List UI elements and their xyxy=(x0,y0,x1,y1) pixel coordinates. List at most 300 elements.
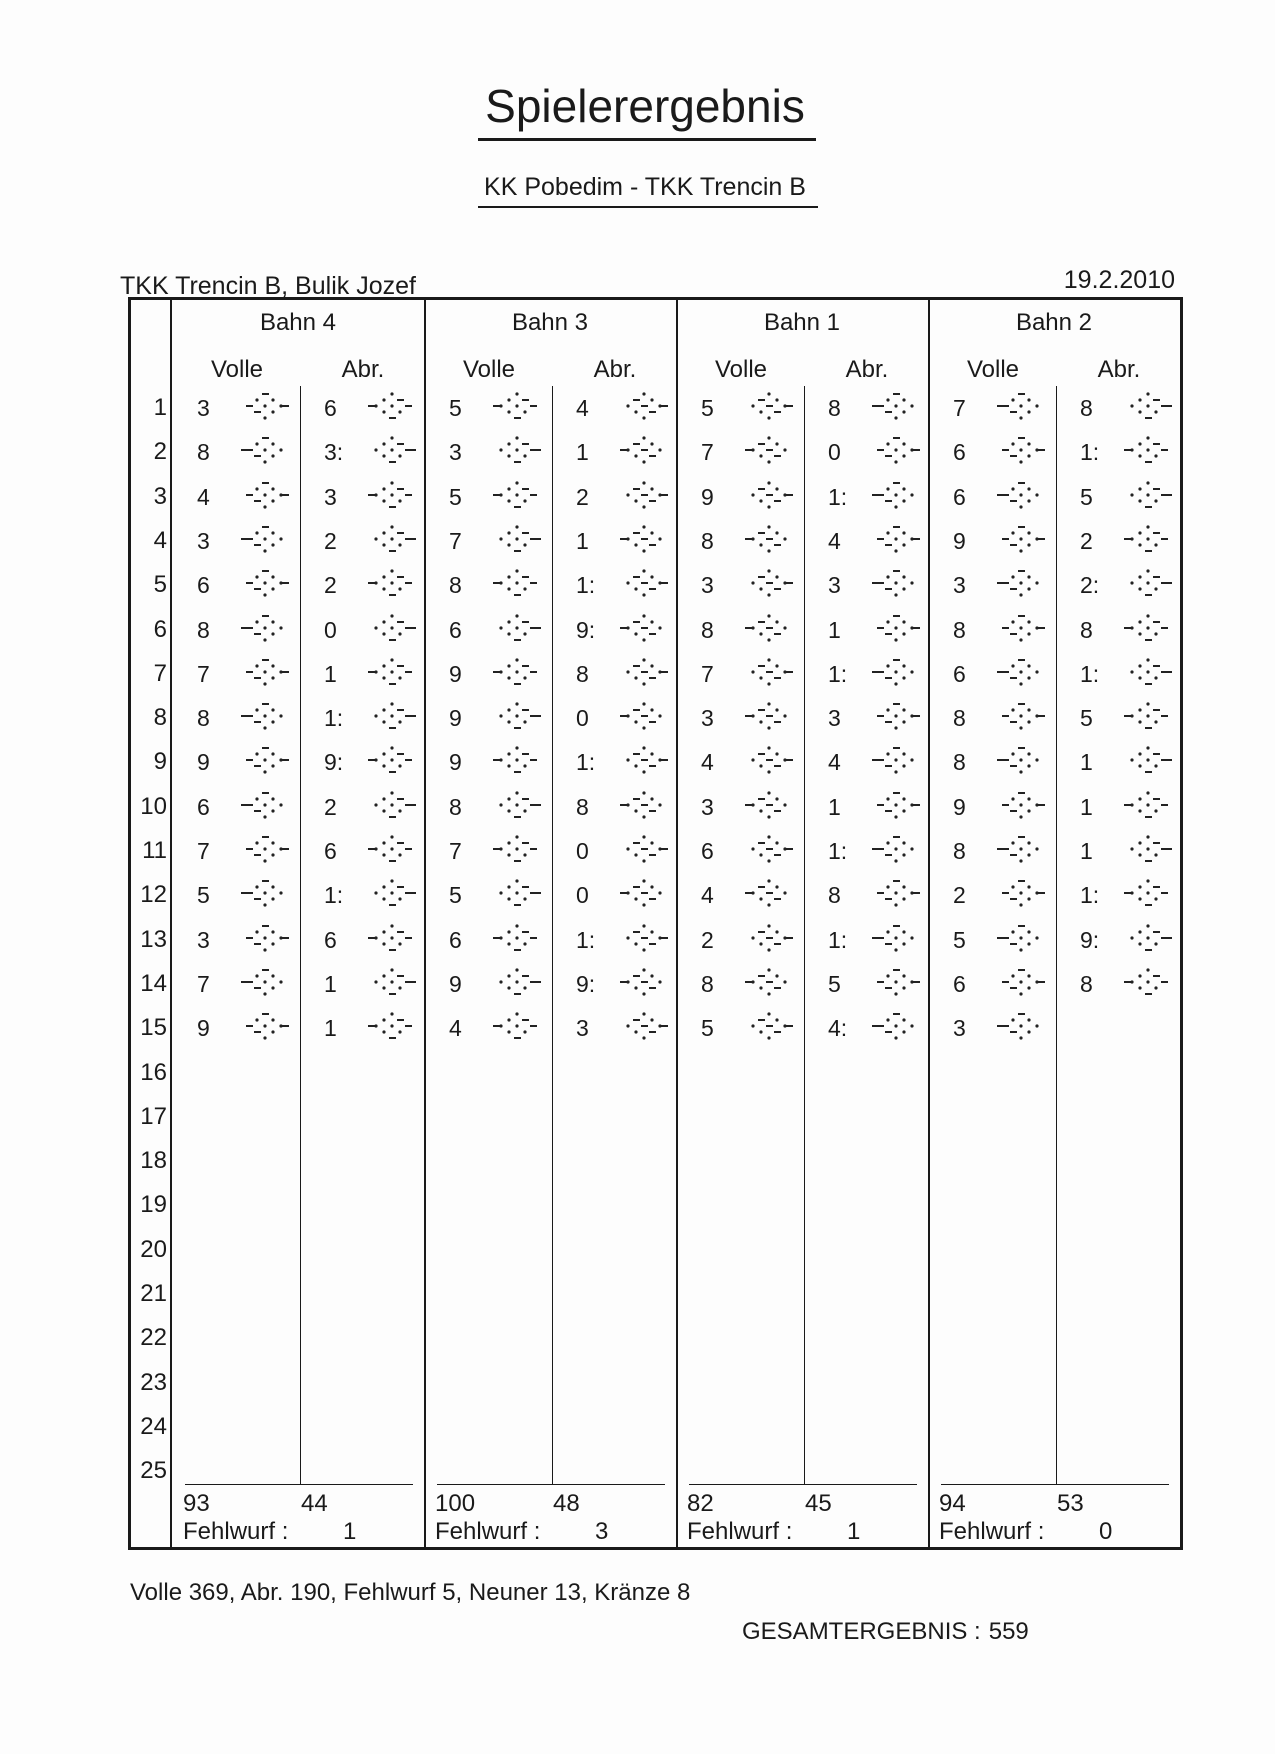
pin-diagram-icon xyxy=(491,612,543,646)
pin-diagram-icon xyxy=(870,922,922,956)
row-number: 14 xyxy=(140,969,167,997)
abr-value: 9: xyxy=(324,749,344,776)
volle-value: 6 xyxy=(197,793,210,820)
row-number: 7 xyxy=(153,659,167,687)
pin-diagram-icon xyxy=(618,700,670,734)
abr-value: 9: xyxy=(576,616,596,643)
volle-value: 3 xyxy=(701,572,714,599)
pin-diagram-icon xyxy=(618,612,670,646)
pin-diagram-icon xyxy=(1122,656,1174,690)
page-title: Spielerergebnis xyxy=(485,80,805,132)
pin-diagram-icon xyxy=(618,1010,670,1044)
pin-diagram-icon xyxy=(618,789,670,823)
volle-value: 6 xyxy=(197,572,210,599)
abr-sum: 48 xyxy=(553,1490,580,1517)
bahn-header: Bahn 2 xyxy=(1015,309,1093,336)
abr-value: 2 xyxy=(324,527,337,554)
abr-value: 1: xyxy=(828,838,848,864)
row-number: 23 xyxy=(140,1368,167,1396)
pin-diagram-icon xyxy=(995,656,1047,690)
volle-header: Volle xyxy=(462,356,516,383)
row-number: 18 xyxy=(140,1147,167,1175)
row-number: 16 xyxy=(140,1058,167,1086)
pin-diagram-icon xyxy=(743,789,795,823)
volle-value: 9 xyxy=(953,527,966,554)
row-number: 11 xyxy=(142,837,167,864)
pin-diagram-icon xyxy=(491,390,543,424)
volle-value: 9 xyxy=(449,660,462,687)
volle-value: 7 xyxy=(197,838,210,864)
pin-diagram-icon xyxy=(366,390,418,424)
fehlwurf-value: 1 xyxy=(847,1518,861,1545)
fehlwurf-label: Fehlwurf : xyxy=(687,1518,793,1545)
pin-diagram-icon xyxy=(239,966,291,1000)
pin-diagram-icon xyxy=(491,966,543,1000)
pin-diagram-icon xyxy=(239,1010,291,1044)
volle-value: 7 xyxy=(197,660,210,687)
pin-diagram-icon xyxy=(995,833,1047,867)
volle-value: 5 xyxy=(449,483,462,510)
abr-value: 6 xyxy=(324,838,337,864)
bahn-header: Bahn 4 xyxy=(259,309,337,336)
volle-value: 9 xyxy=(701,483,714,510)
volle-value: 8 xyxy=(449,793,462,820)
abr-value: 2 xyxy=(324,572,337,599)
pin-diagram-icon xyxy=(491,922,543,956)
pin-diagram-icon xyxy=(618,390,670,424)
row-number: 9 xyxy=(153,748,167,776)
abr-value: 4 xyxy=(576,395,589,421)
pin-diagram-icon xyxy=(491,744,543,778)
bahn-divider xyxy=(676,300,678,1547)
abr-value: 0 xyxy=(576,705,589,732)
abr-value: 4 xyxy=(828,749,841,776)
pin-diagram-icon xyxy=(870,789,922,823)
abr-value: 6 xyxy=(324,926,337,953)
pin-diagram-icon xyxy=(366,744,418,778)
volle-value: 5 xyxy=(449,395,462,421)
pin-diagram-icon xyxy=(743,567,795,601)
abr-header: Abr. xyxy=(593,356,637,383)
pin-diagram-icon xyxy=(995,567,1047,601)
sum-rule xyxy=(185,1484,413,1485)
pin-diagram-icon xyxy=(1122,700,1174,734)
abr-header: Abr. xyxy=(845,356,889,383)
row-number: 19 xyxy=(140,1191,167,1219)
abr-value: 1: xyxy=(576,572,596,599)
pin-diagram-icon xyxy=(491,523,543,557)
volle-value: 8 xyxy=(953,838,966,864)
row-number: 20 xyxy=(140,1235,167,1263)
pin-diagram-icon xyxy=(743,922,795,956)
volle-value: 5 xyxy=(197,882,210,909)
pin-diagram-icon xyxy=(366,612,418,646)
volle-value: 6 xyxy=(953,970,966,997)
pin-diagram-icon xyxy=(870,434,922,468)
abr-value: 2 xyxy=(1080,527,1093,554)
volle-value: 9 xyxy=(449,970,462,997)
pin-diagram-icon xyxy=(366,434,418,468)
pin-diagram-icon xyxy=(239,877,291,911)
volle-header: Volle xyxy=(966,356,1020,383)
pin-diagram-icon xyxy=(618,966,670,1000)
pin-diagram-icon xyxy=(743,523,795,557)
pin-diagram-icon xyxy=(1122,434,1174,468)
abr-value: 1: xyxy=(1080,439,1100,466)
row-number: 3 xyxy=(153,482,167,510)
sum-rule xyxy=(437,1484,665,1485)
row-number: 24 xyxy=(140,1412,167,1440)
pin-diagram-icon xyxy=(743,700,795,734)
bahn-divider xyxy=(928,300,930,1547)
pin-diagram-icon xyxy=(1122,612,1174,646)
abr-value: 1: xyxy=(1080,882,1100,909)
pin-diagram-icon xyxy=(870,1010,922,1044)
pin-diagram-icon xyxy=(239,390,291,424)
volle-value: 6 xyxy=(953,483,966,510)
volle-value: 6 xyxy=(449,926,462,953)
pin-diagram-icon xyxy=(995,966,1047,1000)
row-number: 12 xyxy=(140,881,167,909)
abr-value: 1 xyxy=(324,1015,337,1042)
volle-value: 8 xyxy=(701,527,714,554)
abr-value: 3 xyxy=(576,1015,589,1042)
volle-value: 3 xyxy=(953,1015,966,1042)
abr-value: 9: xyxy=(576,970,596,997)
volle-abr-divider xyxy=(552,386,553,1484)
abr-value: 8 xyxy=(1080,616,1093,643)
pin-diagram-icon xyxy=(1122,523,1174,557)
volle-value: 9 xyxy=(449,749,462,776)
volle-value: 7 xyxy=(449,527,462,554)
volle-value: 3 xyxy=(701,793,714,820)
pin-diagram-icon xyxy=(491,700,543,734)
pin-diagram-icon xyxy=(366,877,418,911)
abr-value: 1 xyxy=(828,793,841,820)
pin-diagram-icon xyxy=(1122,877,1174,911)
abr-value: 3 xyxy=(324,483,337,510)
row-number: 2 xyxy=(153,438,167,466)
row-number: 21 xyxy=(140,1280,167,1307)
pin-diagram-icon xyxy=(1122,966,1174,1000)
pin-diagram-icon xyxy=(870,877,922,911)
summary-line: Volle 369, Abr. 190, Fehlwurf 5, Neuner 13, Kränze 8 xyxy=(130,1579,691,1606)
pin-diagram-icon xyxy=(743,479,795,513)
pin-diagram-icon xyxy=(870,656,922,690)
pin-diagram-icon xyxy=(1122,567,1174,601)
pin-diagram-icon xyxy=(995,877,1047,911)
fehlwurf-label: Fehlwurf : xyxy=(183,1518,289,1545)
pin-diagram-icon xyxy=(995,434,1047,468)
abr-value: 1 xyxy=(1080,838,1093,864)
row-number: 17 xyxy=(140,1102,167,1130)
abr-value: 3: xyxy=(324,439,344,466)
volle-sum: 94 xyxy=(939,1490,966,1517)
pin-diagram-icon xyxy=(870,390,922,424)
number-column-divider xyxy=(170,300,172,1547)
pin-diagram-icon xyxy=(995,1010,1047,1044)
pin-diagram-icon xyxy=(618,656,670,690)
volle-abr-divider xyxy=(804,386,805,1484)
abr-value: 3 xyxy=(828,572,841,599)
abr-value: 1: xyxy=(324,705,344,732)
abr-value: 1: xyxy=(1080,660,1100,687)
abr-value: 5 xyxy=(1080,705,1093,732)
row-number: 1 xyxy=(153,394,167,421)
volle-value: 3 xyxy=(953,572,966,599)
pin-diagram-icon xyxy=(618,833,670,867)
row-number: 4 xyxy=(153,526,167,554)
volle-sum: 93 xyxy=(183,1490,210,1517)
volle-value: 6 xyxy=(953,660,966,687)
pin-diagram-icon xyxy=(239,567,291,601)
volle-value: 7 xyxy=(701,439,714,466)
bahn-header: Bahn 3 xyxy=(511,309,589,336)
abr-value: 8 xyxy=(1080,395,1093,421)
total-result xyxy=(742,1617,1029,1647)
volle-value: 4 xyxy=(701,882,714,909)
volle-value: 6 xyxy=(701,838,714,864)
abr-sum: 53 xyxy=(1057,1490,1084,1517)
pin-diagram-icon xyxy=(995,479,1047,513)
volle-value: 7 xyxy=(449,838,462,864)
volle-value: 6 xyxy=(953,439,966,466)
abr-value: 1 xyxy=(576,527,589,554)
abr-value: 8 xyxy=(576,660,589,687)
abr-value: 1 xyxy=(324,660,337,687)
pin-diagram-icon xyxy=(618,479,670,513)
pin-diagram-icon xyxy=(1122,390,1174,424)
pin-diagram-icon xyxy=(1122,789,1174,823)
player-name: TKK Trencin B, Bulik Jozef xyxy=(120,272,416,300)
abr-sum: 45 xyxy=(805,1490,832,1517)
pin-diagram-icon xyxy=(743,612,795,646)
abr-value: 5 xyxy=(828,970,841,997)
abr-value: 8 xyxy=(828,395,841,421)
bahn-header: Bahn 1 xyxy=(763,309,841,336)
pin-diagram-icon xyxy=(870,966,922,1000)
volle-value: 7 xyxy=(197,970,210,997)
pin-diagram-icon xyxy=(239,612,291,646)
volle-value: 5 xyxy=(701,1015,714,1042)
fehlwurf-label: Fehlwurf : xyxy=(435,1518,541,1545)
volle-header: Volle xyxy=(210,356,264,383)
abr-header: Abr. xyxy=(1097,356,1141,383)
volle-value: 3 xyxy=(197,395,210,421)
volle-value: 5 xyxy=(953,926,966,953)
pin-diagram-icon xyxy=(618,567,670,601)
abr-value: 1 xyxy=(1080,749,1093,776)
volle-value: 5 xyxy=(449,882,462,909)
pin-diagram-icon xyxy=(1122,833,1174,867)
pin-diagram-icon xyxy=(491,789,543,823)
pin-diagram-icon xyxy=(995,523,1047,557)
abr-value: 1: xyxy=(324,882,344,909)
row-number: 22 xyxy=(140,1324,167,1352)
match-underline xyxy=(478,206,818,208)
abr-value: 2 xyxy=(576,483,589,510)
volle-abr-divider xyxy=(1056,386,1057,1484)
pin-diagram-icon xyxy=(995,922,1047,956)
pin-diagram-icon xyxy=(239,789,291,823)
volle-sum: 82 xyxy=(687,1490,714,1517)
volle-value: 8 xyxy=(953,616,966,643)
volle-value: 5 xyxy=(701,395,714,421)
pin-diagram-icon xyxy=(743,877,795,911)
abr-value: 3 xyxy=(828,705,841,732)
abr-value: 0 xyxy=(576,882,589,909)
volle-value: 3 xyxy=(701,705,714,732)
pin-diagram-icon xyxy=(366,656,418,690)
abr-sum: 44 xyxy=(301,1490,328,1517)
volle-value: 8 xyxy=(701,970,714,997)
abr-value: 1 xyxy=(324,970,337,997)
score-sheet xyxy=(128,297,1183,1550)
pin-diagram-icon xyxy=(239,656,291,690)
volle-abr-divider xyxy=(300,386,301,1484)
pin-diagram-icon xyxy=(743,966,795,1000)
match-title: KK Pobedim - TKK Trencin B xyxy=(484,173,806,201)
fehlwurf-value: 3 xyxy=(595,1518,609,1545)
volle-value: 4 xyxy=(449,1015,462,1042)
pin-diagram-icon xyxy=(618,877,670,911)
pin-diagram-icon xyxy=(618,434,670,468)
row-number: 8 xyxy=(153,704,167,732)
volle-value: 7 xyxy=(701,660,714,687)
pin-diagram-icon xyxy=(743,744,795,778)
pin-diagram-icon xyxy=(366,479,418,513)
total-value: 559 xyxy=(988,1618,1029,1645)
pin-diagram-icon xyxy=(239,523,291,557)
pin-diagram-icon xyxy=(870,833,922,867)
volle-value: 8 xyxy=(953,749,966,776)
pin-diagram-icon xyxy=(870,523,922,557)
pin-diagram-icon xyxy=(618,523,670,557)
abr-value: 2 xyxy=(324,793,337,820)
pin-diagram-icon xyxy=(239,744,291,778)
pin-diagram-icon xyxy=(870,479,922,513)
volle-value: 8 xyxy=(953,705,966,732)
pin-diagram-icon xyxy=(366,833,418,867)
pin-diagram-icon xyxy=(239,434,291,468)
abr-value: 4 xyxy=(828,527,841,554)
pin-diagram-icon xyxy=(743,390,795,424)
volle-value: 9 xyxy=(953,793,966,820)
pin-diagram-icon xyxy=(743,833,795,867)
abr-value: 0 xyxy=(324,616,337,643)
pin-diagram-icon xyxy=(239,479,291,513)
volle-value: 9 xyxy=(197,1015,210,1042)
pin-diagram-icon xyxy=(870,700,922,734)
volle-value: 3 xyxy=(197,527,210,554)
pin-diagram-icon xyxy=(491,833,543,867)
pin-diagram-icon xyxy=(1122,479,1174,513)
abr-value: 1 xyxy=(1080,793,1093,820)
pin-diagram-icon xyxy=(366,523,418,557)
volle-value: 2 xyxy=(701,926,714,953)
volle-header: Volle xyxy=(714,356,768,383)
pin-diagram-icon xyxy=(491,567,543,601)
volle-value: 9 xyxy=(197,749,210,776)
row-number: 13 xyxy=(140,925,167,953)
pin-diagram-icon xyxy=(366,922,418,956)
row-number: 15 xyxy=(140,1014,167,1042)
row-number: 25 xyxy=(140,1457,167,1485)
fehlwurf-value: 0 xyxy=(1099,1518,1113,1545)
abr-value: 1 xyxy=(576,439,589,466)
fehlwurf-value: 1 xyxy=(343,1518,357,1545)
pin-diagram-icon xyxy=(491,434,543,468)
volle-value: 3 xyxy=(449,439,462,466)
abr-value: 4: xyxy=(828,1015,848,1042)
pin-diagram-icon xyxy=(366,966,418,1000)
pin-diagram-icon xyxy=(1122,744,1174,778)
pin-diagram-icon xyxy=(618,744,670,778)
abr-value: 1: xyxy=(576,749,596,776)
pin-diagram-icon xyxy=(1122,922,1174,956)
pin-diagram-icon xyxy=(995,700,1047,734)
sum-rule xyxy=(689,1484,917,1485)
volle-value: 9 xyxy=(449,705,462,732)
pin-diagram-icon xyxy=(870,567,922,601)
pin-diagram-icon xyxy=(995,744,1047,778)
abr-value: 9: xyxy=(1080,926,1100,953)
bahn-divider xyxy=(424,300,426,1547)
sum-rule xyxy=(941,1484,1169,1485)
row-number: 5 xyxy=(153,571,167,599)
pin-diagram-icon xyxy=(743,1010,795,1044)
abr-value: 0 xyxy=(828,439,841,466)
abr-value: 6 xyxy=(324,395,337,421)
volle-value: 8 xyxy=(197,616,210,643)
pin-diagram-icon xyxy=(239,833,291,867)
pin-diagram-icon xyxy=(491,479,543,513)
volle-value: 7 xyxy=(953,395,966,421)
abr-header: Abr. xyxy=(341,356,385,383)
abr-value: 1 xyxy=(828,616,841,643)
abr-value: 5 xyxy=(1080,483,1093,510)
volle-value: 8 xyxy=(197,705,210,732)
volle-value: 4 xyxy=(701,749,714,776)
abr-value: 1: xyxy=(576,926,596,953)
match-date: 19.2.2010 xyxy=(1063,266,1175,294)
volle-value: 6 xyxy=(449,616,462,643)
abr-value: 8 xyxy=(1080,970,1093,997)
pin-diagram-icon xyxy=(995,612,1047,646)
volle-value: 3 xyxy=(197,926,210,953)
pin-diagram-icon xyxy=(743,434,795,468)
volle-value: 8 xyxy=(197,439,210,466)
abr-value: 1: xyxy=(828,483,848,510)
pin-diagram-icon xyxy=(366,567,418,601)
abr-value: 2: xyxy=(1080,572,1100,599)
pin-diagram-icon xyxy=(239,700,291,734)
title-underline xyxy=(478,138,816,141)
pin-diagram-icon xyxy=(491,656,543,690)
volle-value: 8 xyxy=(449,572,462,599)
row-number: 10 xyxy=(140,792,167,820)
pin-diagram-icon xyxy=(366,789,418,823)
abr-value: 0 xyxy=(576,838,589,864)
abr-value: 1: xyxy=(828,926,848,953)
abr-value: 1: xyxy=(828,660,848,687)
volle-value: 4 xyxy=(197,483,210,510)
pin-diagram-icon xyxy=(366,700,418,734)
fehlwurf-label: Fehlwurf : xyxy=(939,1518,1045,1545)
pin-diagram-icon xyxy=(618,922,670,956)
volle-sum: 100 xyxy=(435,1490,476,1517)
abr-value: 8 xyxy=(576,793,589,820)
